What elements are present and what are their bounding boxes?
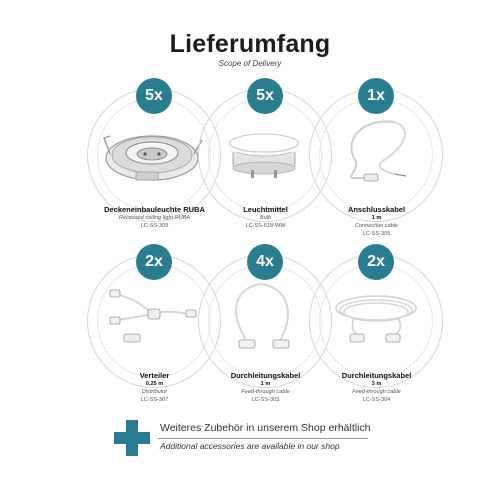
quantity-badge: 4x: [247, 244, 283, 280]
plus-icon: [114, 420, 150, 456]
recessed-ceiling-light-icon: [102, 108, 206, 190]
divider: [158, 438, 368, 439]
item-desc: Bulb: [259, 215, 272, 221]
item-code: LC-SS-309: [140, 223, 169, 229]
quantity-badge: 5x: [247, 78, 283, 114]
item-code: LC-SS-304: [362, 397, 391, 403]
item-desc: Distributor: [141, 389, 168, 395]
item-desc: Feed-through cable: [241, 389, 290, 395]
item-length: 3 m: [371, 381, 382, 387]
feed-through-cable-3m-icon: [324, 274, 428, 356]
item-connection-cable: [304, 78, 454, 237]
item-code: LC-SS-303: [251, 397, 280, 403]
feed-through-cable-1m-icon: [213, 274, 317, 356]
item-name: Deckeneinbauleuchte RUBA: [104, 205, 205, 214]
item-desc: Connection cable: [354, 223, 399, 229]
item-code: LC-SS-618-WW: [245, 223, 286, 229]
page-subtitle: Scope of Delivery: [218, 59, 282, 68]
item-name: Anschlusskabel: [347, 205, 406, 214]
bulb-icon: [213, 108, 317, 190]
accessories-note: [110, 418, 370, 460]
quantity-badge: 1x: [358, 78, 394, 114]
accessories-text-de: Weiteres Zubehör in unserem Shop erhältlich: [160, 422, 371, 434]
item-length: 1 m: [371, 215, 382, 221]
item-code: LC-SS-305: [362, 231, 391, 237]
quantity-badge: 2x: [358, 244, 394, 280]
item-name: Verteiler: [139, 371, 170, 380]
item-feed-through-3m: [304, 244, 454, 403]
quantity-badge: 2x: [136, 244, 172, 280]
item-desc: Feed-through cable: [352, 389, 401, 395]
item-code: LC-SS-307: [140, 397, 169, 403]
distributor-icon: [102, 274, 206, 356]
page-title: Lieferumfang: [169, 30, 331, 58]
connection-cable-icon: [324, 108, 428, 190]
item-desc: Recessed ceiling light RUBA: [118, 215, 191, 221]
item-name: Durchleitungskabel: [341, 371, 412, 380]
item-length: 0,25 m: [145, 381, 164, 387]
item-name: Durchleitungskabel: [230, 371, 301, 380]
item-length: 1 m: [260, 381, 271, 387]
quantity-badge: 5x: [136, 78, 172, 114]
item-name: Leuchtmittel: [243, 205, 288, 214]
item-label: [299, 206, 454, 238]
item-label: [299, 372, 454, 404]
accessories-text-en: Additional accessories are available in our shop: [160, 441, 340, 451]
